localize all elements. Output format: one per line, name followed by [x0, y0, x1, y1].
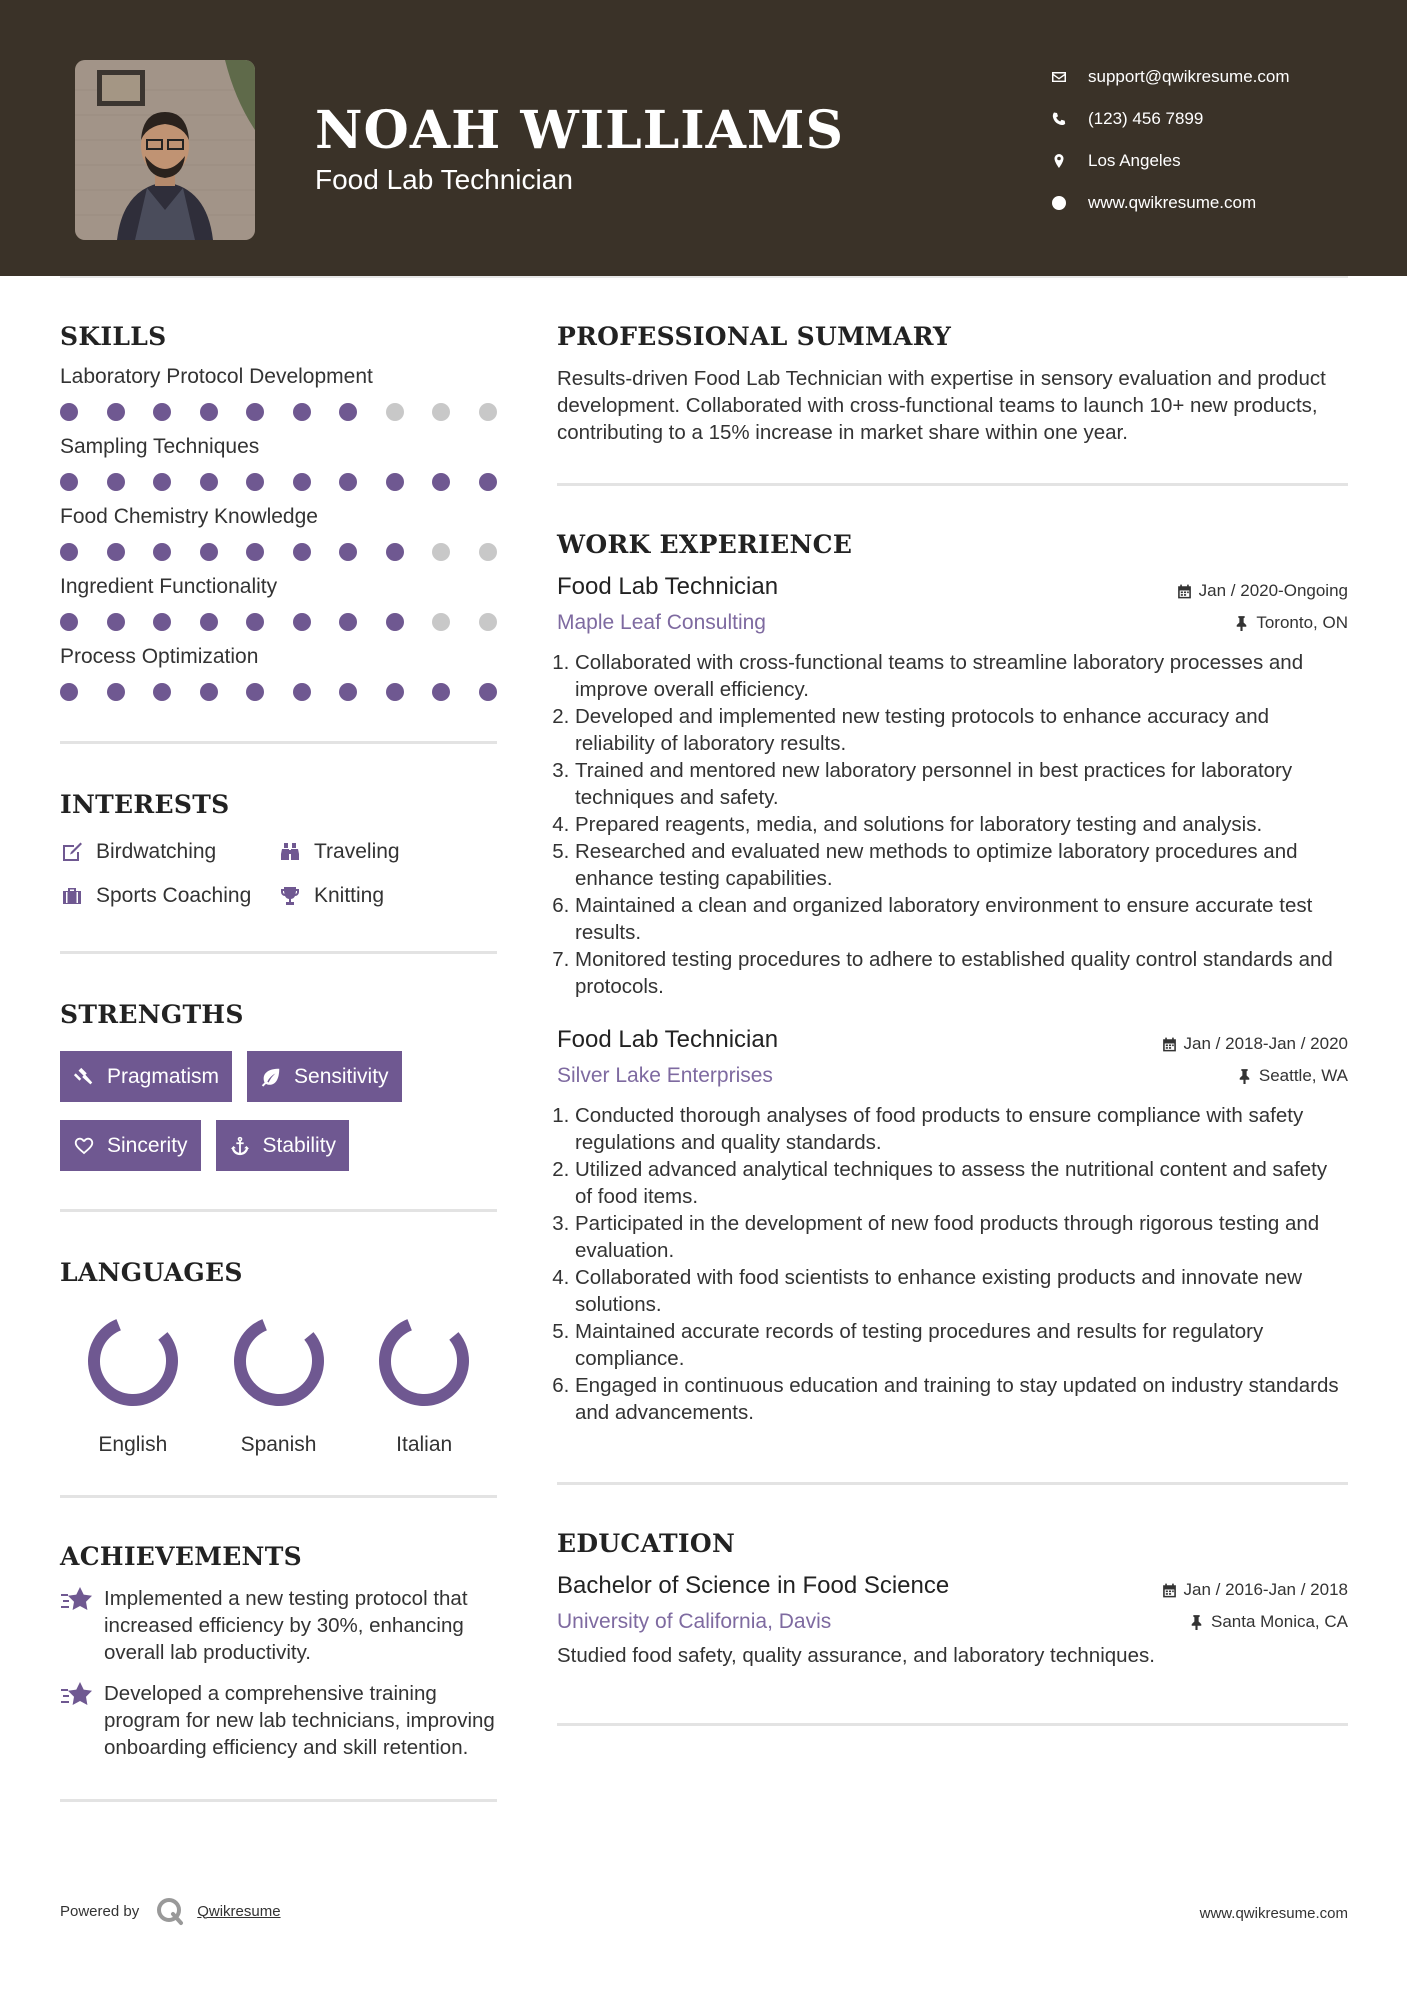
- duty-item: 3. Trained and mentored new laboratory personnel in best practices for laboratory techniques and safety.: [575, 757, 1348, 811]
- skill-rating: [60, 403, 497, 421]
- rating-dot-filled: [200, 543, 218, 561]
- rating-dot-filled: [479, 683, 497, 701]
- summary-section: [557, 322, 1348, 446]
- skill-name: Ingredient Functionality: [60, 575, 278, 598]
- education-description: Studied food safety, quality assurance, and laboratory techniques.: [557, 1644, 1155, 1667]
- job-date-text: Jan / 2018-Jan / 2020: [1183, 1034, 1348, 1053]
- pushpin-icon: [1233, 615, 1250, 632]
- footer-powered-by: [60, 1896, 281, 1926]
- education-title: EDUCATION: [557, 1529, 736, 1558]
- duty-item: 2. Developed and implemented new testing protocols to enhance accuracy and reliability of laboratory results.: [575, 703, 1348, 757]
- rating-dot-filled: [479, 473, 497, 491]
- strength-tag: [216, 1120, 350, 1171]
- language-name: English: [98, 1433, 168, 1456]
- rating-dot-empty: [432, 543, 450, 561]
- rating-dot-filled: [293, 683, 311, 701]
- rating-dot-filled: [339, 403, 357, 421]
- job-entry: [557, 573, 1348, 1000]
- star-icon: [60, 1680, 94, 1710]
- duty-item: 7. Monitored testing procedures to adhere to established quality control standards and protocols.: [575, 946, 1348, 1000]
- experience-section: [557, 530, 1348, 1426]
- languages-list: [60, 1315, 497, 1457]
- job-location-text: Toronto, ON: [1256, 613, 1348, 632]
- rating-dot-filled: [386, 543, 404, 561]
- duty-item: 1. Collaborated with cross-functional teams to streamline laboratory processes and improve overall efficiency.: [575, 649, 1348, 703]
- brand-link[interactable]: Qwikresume: [197, 1902, 281, 1920]
- rating-dot-filled: [200, 613, 218, 631]
- duty-item: 5. Researched and evaluated new methods to optimize laboratory procedures and enhance testing capabilities.: [575, 838, 1348, 892]
- strengths-list: [60, 1051, 497, 1171]
- interest-label: Sports Coaching: [96, 884, 252, 907]
- section-divider: [60, 1799, 497, 1802]
- footer-website[interactable]: www.qwikresume.com: [1199, 1905, 1348, 1922]
- education-date: [1161, 1580, 1348, 1600]
- school: University of California, Davis: [557, 1610, 832, 1633]
- rating-dot-filled: [246, 473, 264, 491]
- pushpin-icon: [1188, 1614, 1205, 1631]
- education-date-text: Jan / 2016-Jan / 2018: [1183, 1580, 1348, 1599]
- rating-dot-filled: [153, 543, 171, 561]
- strength-label: Pragmatism: [107, 1064, 220, 1088]
- rating-dot-filled: [246, 683, 264, 701]
- achievement-item: [60, 1585, 497, 1666]
- edit-icon: [60, 840, 84, 864]
- rating-dot-filled: [386, 613, 404, 631]
- job-company: Silver Lake Enterprises: [557, 1064, 773, 1087]
- achievement-item: [60, 1680, 497, 1761]
- section-divider: [557, 483, 1348, 486]
- job-date: [1176, 581, 1348, 601]
- duty-item: 2. Utilized advanced analytical techniques to assess the nutritional content and safety of food items.: [575, 1156, 1348, 1210]
- contact-location: [1050, 140, 1290, 182]
- language-name: Italian: [396, 1433, 453, 1456]
- interests-title: INTERESTS: [60, 790, 230, 819]
- interests-section: [60, 790, 497, 909]
- strength-tag: [60, 1120, 201, 1171]
- envelope-icon: [1050, 68, 1068, 86]
- rating-dot-filled: [339, 613, 357, 631]
- education-location: [1188, 1612, 1348, 1632]
- anchor-icon: [229, 1135, 251, 1157]
- strengths-section: [60, 1000, 497, 1171]
- duty-item: 1. Conducted thorough analyses of food products to ensure compliance with safety regulations and quality standards.: [575, 1102, 1348, 1156]
- leaf-icon: [260, 1066, 282, 1088]
- rating-dot-filled: [386, 683, 404, 701]
- job-duties: [557, 1102, 1348, 1426]
- rating-dot-filled: [60, 403, 78, 421]
- rating-dot-filled: [107, 543, 125, 561]
- contact-email[interactable]: [1050, 56, 1290, 98]
- rating-dot-filled: [153, 683, 171, 701]
- duty-item: 3. Participated in the development of new food products through rigorous testing and evaluation.: [575, 1210, 1348, 1264]
- experience-title: WORK EXPERIENCE: [557, 530, 853, 559]
- resume-header: [0, 0, 1407, 276]
- skill-rating: [60, 473, 497, 491]
- rating-dot-empty: [432, 403, 450, 421]
- achievement-text: Implemented a new testing protocol that increased efficiency by 30%, enhancing overall lab productivity.: [104, 1587, 468, 1664]
- rating-dot-filled: [153, 613, 171, 631]
- language-item: [60, 1315, 206, 1457]
- heart-icon: [73, 1135, 95, 1157]
- job-entry: [557, 1026, 1348, 1426]
- rating-dot-filled: [107, 403, 125, 421]
- job-duties: [557, 649, 1348, 1000]
- skills-section: [60, 322, 497, 701]
- skill-rating: [60, 613, 497, 631]
- languages-section: [60, 1258, 497, 1457]
- skill-name: Process Optimization: [60, 645, 259, 668]
- job-location: [1236, 1066, 1348, 1086]
- summary-title: PROFESSIONAL SUMMARY: [557, 322, 952, 351]
- duty-item: 6. Engaged in continuous education and training to stay updated on industry standards and advancements.: [575, 1372, 1348, 1426]
- left-column: [60, 322, 497, 1802]
- contact-location-text: Los Angeles: [1088, 151, 1181, 170]
- rating-dot-empty: [479, 543, 497, 561]
- skills-list: [60, 365, 497, 701]
- section-divider: [60, 951, 497, 954]
- section-divider: [60, 741, 497, 744]
- job-company: Maple Leaf Consulting: [557, 611, 766, 634]
- rating-dot-filled: [432, 473, 450, 491]
- job-location: [1233, 613, 1348, 633]
- section-divider: [557, 1482, 1348, 1485]
- powered-by-label: Powered by: [60, 1902, 140, 1920]
- skill-name: Sampling Techniques: [60, 435, 260, 458]
- interests-list: [60, 839, 497, 909]
- strength-tag: [247, 1051, 402, 1102]
- briefcase-icon: [60, 884, 84, 908]
- achievements-title: ACHIEVEMENTS: [60, 1542, 302, 1571]
- job-location-text: Seattle, WA: [1258, 1066, 1348, 1085]
- language-name: Spanish: [240, 1433, 317, 1456]
- achievements-section: [60, 1542, 497, 1761]
- contact-phone-text: (123) 456 7899: [1088, 109, 1204, 128]
- header-divider: [60, 276, 1348, 278]
- profile-photo: [75, 60, 255, 240]
- rating-dot-filled: [153, 473, 171, 491]
- interest-item: [278, 883, 497, 909]
- calendar-icon: [1161, 1036, 1178, 1053]
- job-date: [1161, 1034, 1348, 1054]
- calendar-icon: [1161, 1582, 1178, 1599]
- rating-dot-filled: [339, 543, 357, 561]
- skill-name: Food Chemistry Knowledge: [60, 505, 318, 528]
- rating-dot-filled: [200, 473, 218, 491]
- rating-dot-filled: [386, 473, 404, 491]
- skills-title: SKILLS: [60, 322, 167, 351]
- rating-dot-filled: [432, 683, 450, 701]
- rating-dot-filled: [246, 613, 264, 631]
- rating-dot-filled: [293, 473, 311, 491]
- rating-dot-filled: [246, 543, 264, 561]
- languages-title: LANGUAGES: [60, 1258, 243, 1287]
- language-level-ring: [378, 1315, 470, 1407]
- rating-dot-filled: [60, 543, 78, 561]
- rating-dot-filled: [246, 403, 264, 421]
- contact-list: [1050, 56, 1290, 224]
- education-section: [557, 1529, 1348, 1669]
- summary-text: Results-driven Food Lab Technician with expertise in sensory evaluation and product development. Collaborated with cross-functional teams to launch 10+ new products, contributing to a 15% increase in market share within one year.: [557, 367, 1326, 444]
- rating-dot-filled: [107, 683, 125, 701]
- job-role: Food Lab Technician: [557, 1026, 779, 1053]
- language-level-ring: [87, 1315, 179, 1407]
- interest-label: Knitting: [314, 884, 385, 907]
- job-role: Food Lab Technician: [557, 573, 779, 600]
- star-icon: [60, 1585, 94, 1615]
- contact-website[interactable]: [1050, 182, 1290, 224]
- contact-phone[interactable]: [1050, 98, 1290, 140]
- job-date-text: Jan / 2020-Ongoing: [1198, 581, 1348, 600]
- rating-dot-filled: [60, 613, 78, 631]
- strength-label: Stability: [262, 1133, 337, 1157]
- strength-label: Sensitivity: [294, 1064, 389, 1088]
- achievement-text: Developed a comprehensive training program for new lab technicians, improving onboarding efficiency and skill retention.: [104, 1682, 495, 1759]
- candidate-title: Food Lab Technician: [315, 164, 573, 195]
- rating-dot-filled: [293, 543, 311, 561]
- education-location-text: Santa Monica, CA: [1210, 1612, 1348, 1631]
- globe-icon: [1050, 194, 1068, 212]
- rating-dot-filled: [339, 683, 357, 701]
- rating-dot-filled: [200, 683, 218, 701]
- education-entry: [557, 1572, 1348, 1669]
- skill-rating: [60, 683, 497, 701]
- contact-website-text: www.qwikresume.com: [1088, 193, 1257, 212]
- rating-dot-empty: [432, 613, 450, 631]
- location-pin-icon: [1050, 152, 1068, 170]
- rating-dot-empty: [386, 403, 404, 421]
- duty-item: 6. Maintained a clean and organized laboratory environment to ensure accurate test results.: [575, 892, 1348, 946]
- duty-item: 5. Maintained accurate records of testing procedures and results for regulatory compliance.: [575, 1318, 1348, 1372]
- section-divider: [60, 1209, 497, 1212]
- trophy-icon: [278, 884, 302, 908]
- rating-dot-filled: [107, 613, 125, 631]
- section-divider: [60, 1495, 497, 1498]
- strengths-title: STRENGTHS: [60, 1000, 244, 1029]
- rating-dot-empty: [479, 613, 497, 631]
- rating-dot-filled: [200, 403, 218, 421]
- language-level-ring: [233, 1315, 325, 1407]
- skill-name: Laboratory Protocol Development: [60, 365, 373, 388]
- pushpin-icon: [1236, 1068, 1253, 1085]
- binoculars-icon: [278, 840, 302, 864]
- rating-dot-filled: [293, 613, 311, 631]
- candidate-name: NOAH WILLIAMS: [315, 100, 845, 161]
- rating-dot-filled: [60, 473, 78, 491]
- rating-dot-filled: [60, 683, 78, 701]
- rating-dot-filled: [153, 403, 171, 421]
- interest-item: [60, 839, 278, 865]
- interest-label: Birdwatching: [96, 840, 217, 863]
- gavel-icon: [73, 1066, 95, 1088]
- duty-item: 4. Prepared reagents, media, and solutions for laboratory testing and analysis.: [575, 811, 1348, 838]
- interest-item: [60, 883, 278, 909]
- interest-label: Traveling: [314, 840, 400, 863]
- rating-dot-empty: [479, 403, 497, 421]
- qwikresume-logo-icon: [155, 1896, 185, 1926]
- right-column: [557, 322, 1348, 1726]
- phone-icon: [1050, 110, 1068, 128]
- rating-dot-filled: [339, 473, 357, 491]
- contact-email-text: support@qwikresume.com: [1088, 67, 1290, 86]
- skill-rating: [60, 543, 497, 561]
- language-item: [206, 1315, 352, 1457]
- language-item: [351, 1315, 497, 1457]
- rating-dot-filled: [293, 403, 311, 421]
- calendar-icon: [1176, 583, 1193, 600]
- section-divider: [557, 1723, 1348, 1726]
- duty-item: 4. Collaborated with food scientists to enhance existing products and innovate new solutions.: [575, 1264, 1348, 1318]
- interest-item: [278, 839, 497, 865]
- strength-label: Sincerity: [107, 1133, 188, 1157]
- degree: Bachelor of Science in Food Science: [557, 1572, 950, 1599]
- strength-tag: [60, 1051, 232, 1102]
- rating-dot-filled: [107, 473, 125, 491]
